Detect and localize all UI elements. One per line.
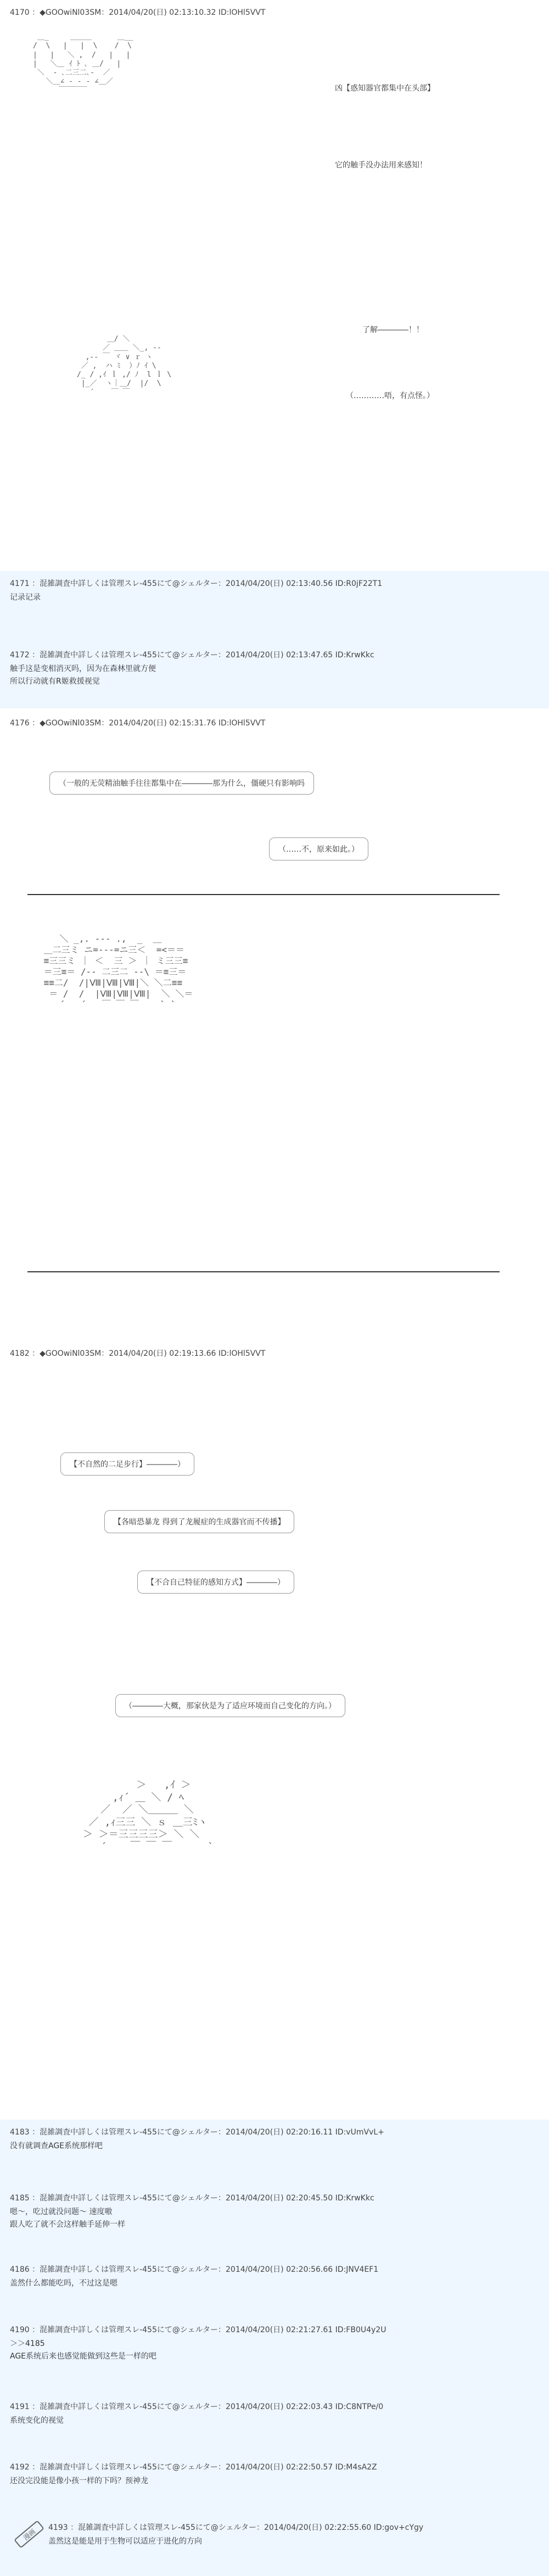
divider	[27, 1271, 500, 1272]
post-body: 盖然什么都能吃吗，不过这是嗯	[10, 2279, 117, 2288]
ascii-art: ＿/ ＼ ／ ＿＿ ＼_, -‐ ,-‐ ￣ ヾ ∨ ｒ ヽ ／ , ハ ﾐ ）ﾉ ｲ \ /_ / ,ｲ ｌ ,/ ﾉ l ｌ \ |_／ ヽ｜＿/ |/ \ ´ ￣ ￣	[77, 335, 172, 397]
ascii-art: ＼ _,. -‐- ., _ ＿ ＿二三ミ ニ=‐-‐=ニ三＜ =<＝＝ ≡三三ミ ｜ ＜ 三 ＞ ｜ ミ三三≡ ＝三≡＝ /‐‐ 二三二 ‐‐\ ＝≡三＝ ≡≡二/ /|Ⅷ|Ⅷ|Ⅷ|＼ ＼二≡≡ ＝ / / |Ⅷ|Ⅷ|Ⅷ| ＼ ＼＝ ´ ´ ￣ ￣ ￣ ` `	[43, 934, 193, 1010]
post-header: 4186 ：混雑調査中詳しくは管理スレ-455にて@シェルター：2014/04/20(日) 02:20:56.66 ID:JNV4EF1	[10, 2265, 379, 2274]
speech-bubble: 【各暗恐暴龙 得到了龙履症的生成器官而不传播】	[104, 1510, 294, 1533]
speech-bubble: 【不合自己特征的感知方式】――――）	[137, 1571, 294, 1594]
post-4192	[0, 2455, 549, 2515]
post-header: 4171 ：混雑調査中詳しくは管理スレ-455にて@シェルター：2014/04/20(日) 02:13:40.56 ID:R0jF22T1	[10, 579, 383, 588]
post-4172	[0, 642, 549, 708]
post-header: 4193 ：混雑調査中詳しくは管理スレ-455にて@シェルター：2014/04/20(日) 02:22:55.60 ID:gov+cYgy	[48, 2523, 424, 2532]
post-4193	[0, 2515, 549, 2576]
post-4183	[0, 2120, 549, 2186]
post-header: 4192 ：混雑調査中詳しくは管理スレ-455にて@シェルター：2014/04/20(日) 02:22:50.57 ID:M4sA2Z	[10, 2463, 377, 2472]
post-header: 4172 ：混雑調査中詳しくは管理スレ-455にて@シェルター：2014/04/20(日) 02:13:47.65 ID:KrwKkc	[10, 651, 374, 660]
speech-bubble: （一般的无荧精油触手往往都集中在――――那为什么，僵硬只有影响吗	[49, 772, 314, 795]
post-header: 4191 ：混雑調査中詳しくは管理スレ-455にて@シェルター：2014/04/20(日) 02:22:03.43 ID:C8NTPe/0	[10, 2402, 384, 2411]
dialogue: 了解――――！！	[362, 326, 424, 334]
dialogue: （…………唔，有点怪。）	[346, 392, 434, 400]
speech-bubble: （――――大概，那家伙是为了适应环境而自己变化的方向。）	[115, 1694, 345, 1717]
ascii-art: ＿_ ＿＿＿ ＿__ / \ | | \ / \ | | ＼ , / | | | ＼＿ ｲ ﾄ ､ ＿/ | ＼ ‐ ､二三二､‐ ／ ＼＿∠ - ‐ - ∠＿／ ￣￣￣￣	[33, 33, 133, 95]
post-body: 还没完没能是像小孩一样的下吗？预神龙	[10, 2477, 148, 2485]
post-header: 4182 ：◆GOOwiNl03SM：2014/04/20(日) 02:19:13.66 ID:lOHl5VVT	[10, 1349, 266, 1358]
speech-bubble: 【不自然的二足步行】――――）	[60, 1452, 194, 1476]
post-4185	[0, 2186, 549, 2257]
post-body: 盖然这是能是用于生物可以适应于进化的方向	[48, 2537, 202, 2546]
post-header: 4176 ：◆GOOwiNl03SM：2014/04/20(日) 02:15:31.76 ID:lOHl5VVT	[10, 719, 266, 728]
post-body: 触手这是变相消灭吗，因为在森林里就方便	[10, 664, 156, 673]
post-body: ＞＞4185	[10, 2339, 45, 2348]
post-body: 嗯～，吃过就没问题～ 速度嗷	[10, 2208, 113, 2216]
post-body: AGE系统后来也感觉能做到这些是一样的吧	[10, 2352, 157, 2361]
post-body: 记录记录	[10, 593, 41, 602]
post-4191	[0, 2394, 549, 2455]
post-4190	[0, 2317, 549, 2394]
post-body: 所以行动就有R姬救援视觉	[10, 677, 100, 686]
svg-text:漫画: 漫画	[21, 2527, 37, 2542]
divider	[27, 894, 500, 895]
post-header: 4190 ：混雑調査中詳しくは管理スレ-455にて@シェルター：2014/04/20(日) 02:21:27.61 ID:FB0U4y2U	[10, 2326, 386, 2334]
post-4171	[0, 571, 549, 642]
post-4186	[0, 2257, 549, 2317]
dialogue: 凶【惑知器官都集中在头部】	[335, 84, 435, 93]
post-body: 没有就调查AGE系统那样吧	[10, 2142, 103, 2150]
post-body: 跟人吃了就不会这样触手延伸一样	[10, 2220, 125, 2229]
ascii-art: ＞ ,ｲ ＞ ,ｨ´ ＿ ＼ / ﾍ ／ ／ ＼＿＿＿ ＼ ／ ,ｨ三三 ＼ ｓ ＿三ﾐヽ ＞ ＞＝三三三三＞ ＼ ＼ ´ ￣ ￣ ￣ `	[82, 1779, 214, 1853]
watermark-logo	[10, 2515, 48, 2553]
post-header: 4183 ：混雑調査中詳しくは管理スレ-455にて@シェルター：2014/04/20(日) 02:20:16.11 ID:vUmVvL+	[10, 2128, 384, 2137]
post-header: 4185 ：混雑調査中詳しくは管理スレ-455にて@シェルター：2014/04/20(日) 02:20:45.50 ID:KrwKkc	[10, 2194, 374, 2203]
post-body: 系统变化的视觉	[10, 2416, 64, 2425]
post-header: 4170 ：◆GOOwiNl03SM：2014/04/20(日) 02:13:10.32 ID:lOHl5VVT	[10, 8, 266, 17]
speech-bubble: （……不，原来如此。）	[269, 837, 368, 860]
dialogue: 它的触手没办法用来感知！	[335, 161, 427, 170]
